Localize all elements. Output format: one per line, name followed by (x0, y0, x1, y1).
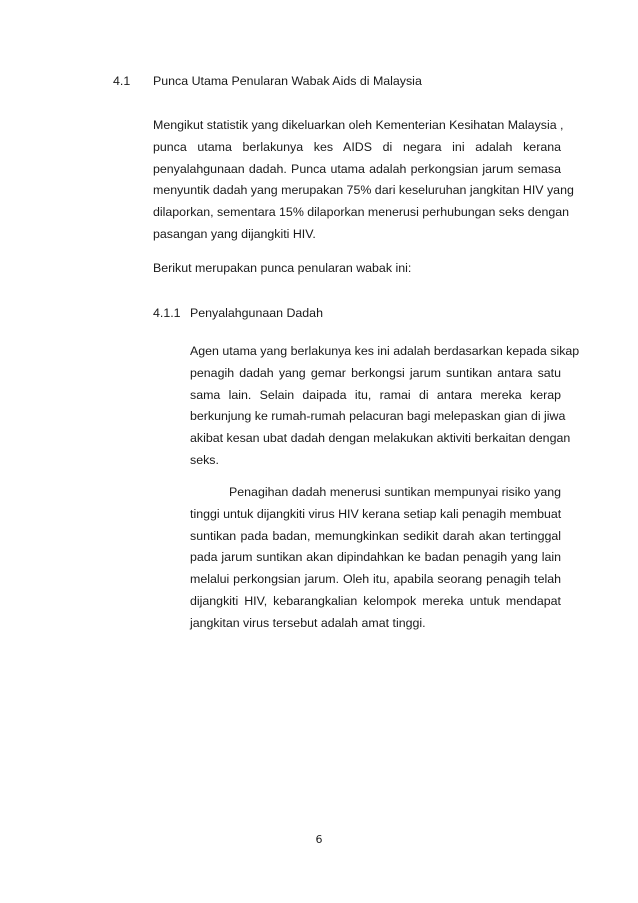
paragraph-intro-list (153, 260, 561, 276)
page-number: 6 (315, 833, 323, 846)
paragraph-line: dijangkiti HIV, kebarangkalian kelompok mereka untuk mendapat (190, 593, 561, 608)
paragraph-line: sama lain. Selain daipada itu, ramai di antara mereka kerap (190, 387, 561, 402)
paragraph-line: jangkitan virus tersebut adalah amat tinggi. (190, 615, 426, 630)
paragraph-line: penagih dadah yang gemar berkongsi jarum suntikan antara satu (190, 365, 561, 380)
paragraph-line: Mengikut statistik yang dikeluarkan oleh Kementerian Kesihatan Malaysia , (153, 118, 564, 132)
subsection-title: Penyalahgunaan Dadah (190, 306, 323, 320)
paragraph-line: seks. (190, 452, 219, 467)
paragraph-line: pada jarum suntikan akan dipindahkan ke badan penagih yang lain (190, 550, 561, 565)
section-number: 4.1 (113, 74, 131, 88)
paragraph-text: Berikut merupakan punca penularan wabak ini: (153, 261, 412, 275)
paragraph-line: pasangan yang dijangkiti HIV. (153, 226, 316, 241)
paragraph-line: Penagihan dadah menerusi suntikan mempunyai risiko yang (229, 485, 561, 499)
paragraph-line: suntikan pada badan, memungkinkan sedikit darah akan tertinggal (190, 528, 561, 543)
paragraph-line: berkunjung ke rumah-rumah pelacuran bagi melepaskan gian di jiwa (190, 409, 566, 424)
paragraph-line: melalui perkongsian jarum. Oleh itu, apabila seorang penagih telah (190, 572, 561, 587)
paragraph-line: akibat kesan ubat dadah dengan melakukan aktiviti berkaitan dengan (190, 431, 571, 446)
paragraph-line: tinggi untuk dijangkiti virus HIV kerana setiap kali penagih membuat (190, 506, 562, 521)
subsection-number: 4.1.1 (153, 306, 181, 320)
paragraph-main-agent (190, 341, 580, 472)
paragraph-line: penyalahgunaan dadah. Punca utama adalah perkongsian jarum semasa (153, 161, 561, 176)
paragraph-injection-risk (190, 482, 561, 635)
paragraph-statistics (153, 115, 574, 246)
paragraph-line: dilaporkan, sementara 15% dilaporkan menerusi perhubungan seks dengan (153, 205, 570, 220)
paragraph-line: Agen utama yang berlakunya kes ini adalah berdasarkan kepada sikap (190, 344, 580, 358)
section-title: Punca Utama Penularan Wabak Aids di Malaysia (153, 74, 422, 88)
paragraph-line: punca utama berlakunya kes AIDS di negara ini adalah kerana (153, 139, 561, 154)
paragraph-line: menyuntik dadah yang merupakan 75% dari keseluruhan jangkitan HIV yang (153, 183, 574, 198)
